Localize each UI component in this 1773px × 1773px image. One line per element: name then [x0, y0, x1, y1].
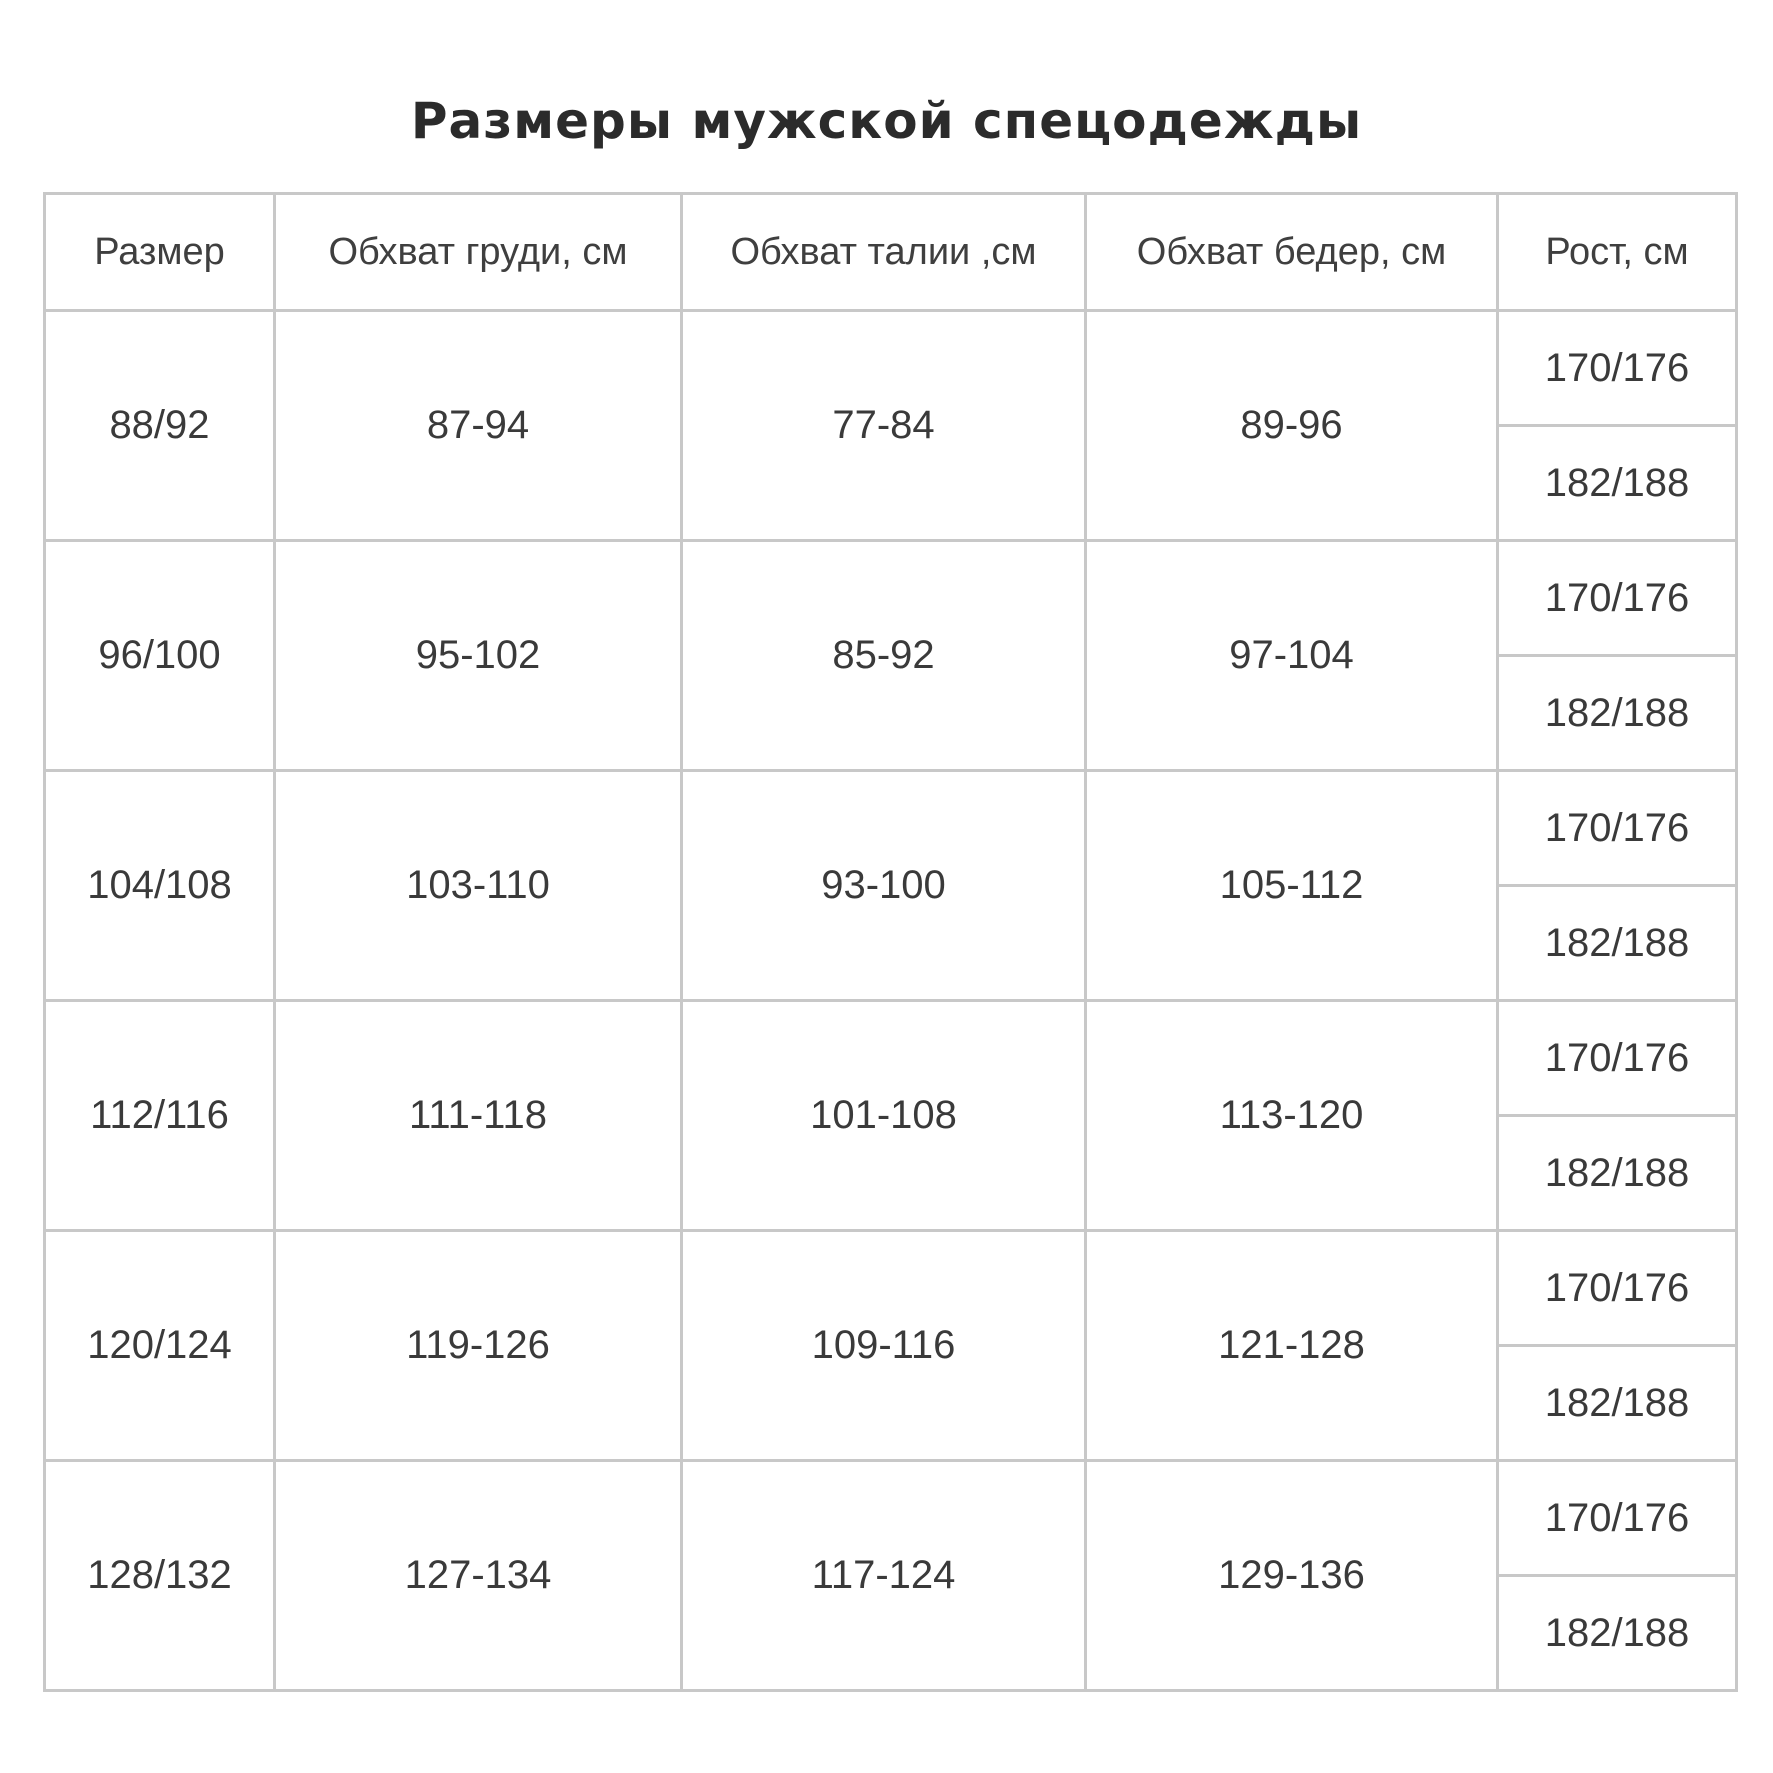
header-waist: Обхват талии ,см: [682, 194, 1086, 311]
cell-chest: 95-102: [275, 541, 682, 771]
cell-height: 182/188: [1498, 1576, 1737, 1691]
cell-height: 182/188: [1498, 886, 1737, 1001]
cell-height: 182/188: [1498, 656, 1737, 771]
cell-size: 104/108: [45, 771, 275, 1001]
header-height: Рост, см: [1498, 194, 1737, 311]
cell-height: 182/188: [1498, 426, 1737, 541]
cell-size: 96/100: [45, 541, 275, 771]
table-row: [45, 1461, 1737, 1576]
cell-height: 182/188: [1498, 1116, 1737, 1231]
cell-size: 120/124: [45, 1231, 275, 1461]
cell-chest: 103-110: [275, 771, 682, 1001]
cell-hips: 89-96: [1086, 311, 1498, 541]
cell-hips: 105-112: [1086, 771, 1498, 1001]
cell-chest: 119-126: [275, 1231, 682, 1461]
table-row: [45, 311, 1737, 426]
cell-height: 170/176: [1498, 1001, 1737, 1116]
header-size: Размер: [45, 194, 275, 311]
cell-size: 112/116: [45, 1001, 275, 1231]
cell-chest: 111-118: [275, 1001, 682, 1231]
cell-waist: 85-92: [682, 541, 1086, 771]
table-row: [45, 541, 1737, 656]
cell-chest: 127-134: [275, 1461, 682, 1691]
header-chest: Обхват груди, см: [275, 194, 682, 311]
table-row: [45, 1001, 1737, 1116]
cell-height: 170/176: [1498, 311, 1737, 426]
size-table: [43, 192, 1738, 1692]
cell-waist: 93-100: [682, 771, 1086, 1001]
cell-waist: 77-84: [682, 311, 1086, 541]
cell-waist: 117-124: [682, 1461, 1086, 1691]
cell-size: 88/92: [45, 311, 275, 541]
cell-hips: 113-120: [1086, 1001, 1498, 1231]
cell-height: 170/176: [1498, 771, 1737, 886]
cell-hips: 121-128: [1086, 1231, 1498, 1461]
cell-waist: 109-116: [682, 1231, 1086, 1461]
cell-height: 170/176: [1498, 1231, 1737, 1346]
table-row: [45, 771, 1737, 886]
cell-chest: 87-94: [275, 311, 682, 541]
table-header-row: [45, 194, 1737, 311]
table-row: [45, 1231, 1737, 1346]
header-hips: Обхват бедер, см: [1086, 194, 1498, 311]
cell-height: 182/188: [1498, 1346, 1737, 1461]
cell-height: 170/176: [1498, 1461, 1737, 1576]
cell-size: 128/132: [45, 1461, 275, 1691]
page-title: Размеры мужской спецодежды: [410, 92, 1363, 150]
cell-hips: 97-104: [1086, 541, 1498, 771]
cell-waist: 101-108: [682, 1001, 1086, 1231]
cell-height: 170/176: [1498, 541, 1737, 656]
cell-hips: 129-136: [1086, 1461, 1498, 1691]
